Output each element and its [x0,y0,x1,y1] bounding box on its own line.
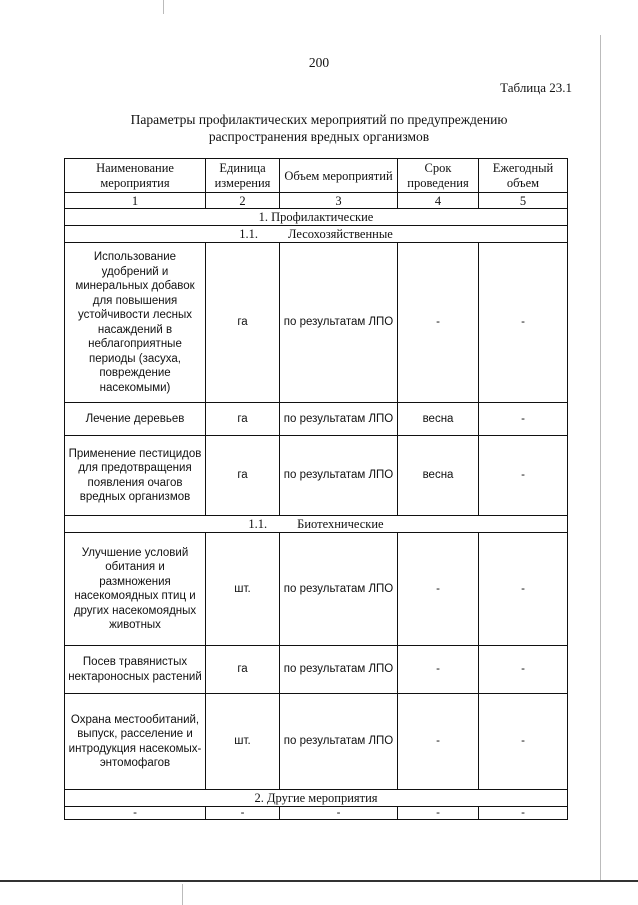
header-cell: Срок проведения [398,159,479,193]
subsection-row [65,226,568,243]
parameters-table [64,158,568,820]
cell-volume: по результатам ЛПО [280,646,398,694]
cell-volume: - [280,807,398,820]
subsection-row [65,516,568,533]
cell-unit: га [206,436,280,516]
subsection-number: 1.1. [239,226,258,241]
cell-unit: га [206,243,280,403]
column-number: 1 [65,193,206,209]
page-bottom-line [0,880,638,882]
header-cell: Объем мероприятий [280,159,398,193]
cell-unit: га [206,403,280,436]
cell-term: - [398,243,479,403]
cell-name: Охрана местообитаний, выпуск, расселение и интродукция насекомых-энтомофагов [65,694,206,790]
cell-annual: - [479,694,568,790]
header-cell: Наименование мероприятия [65,159,206,193]
table-row [65,403,568,436]
cell-term: - [398,807,479,820]
table-header-row [65,159,568,193]
cell-term: - [398,646,479,694]
cell-annual: - [479,243,568,403]
cell-annual: - [479,646,568,694]
scan-artifact-bottom [182,884,183,905]
section-title: 1. Профилактические [65,209,568,226]
subsection-name: Биотехнические [297,516,384,531]
cell-term: весна [398,403,479,436]
cell-volume: по результатам ЛПО [280,436,398,516]
cell-term: - [398,694,479,790]
scan-artifact-top [163,0,164,14]
table-label: Таблица 23.1 [500,80,572,95]
cell-name: - [65,807,206,820]
cell-term: весна [398,436,479,516]
subsection-number: 1.1. [248,516,268,531]
table-row [65,646,568,694]
column-number: 4 [398,193,479,209]
section-row [65,209,568,226]
table-row [65,436,568,516]
column-number: 2 [206,193,280,209]
title-line-1: Параметры профилактических мероприятий по предупреждению [130,112,508,127]
column-number-row [65,193,568,209]
cell-annual: - [479,403,568,436]
header-cell: Ежегодный объем [479,159,568,193]
table-row [65,807,568,820]
document-title [0,111,638,145]
cell-name: Лечение деревьев [65,403,206,436]
table-row [65,694,568,790]
cell-term: - [398,533,479,646]
cell-volume: по результатам ЛПО [280,533,398,646]
cell-name: Применение пестицидов для предотвращения появления очагов вредных организмов [65,436,206,516]
cell-name: Использование удобрений и минеральных добавок для повышения устойчивости лесных насаждений в неблагоприятные периоды (засуха, повреждение насекомыми) [65,243,206,403]
cell-name: Улучшение условий обитания и размножения насекомоядных птиц и других насекомоядных животных [65,533,206,646]
column-number: 3 [280,193,398,209]
subsection-title [65,516,568,533]
cell-unit: га [206,646,280,694]
page-edge-line [600,35,601,880]
section-title: 2. Другие мероприятия [65,790,568,807]
section-row [65,790,568,807]
table-row [65,243,568,403]
table-row [65,533,568,646]
title-line-2: распространения вредных организмов [208,129,430,144]
cell-volume: по результатам ЛПО [280,243,398,403]
cell-annual: - [479,807,568,820]
cell-volume: по результатам ЛПО [280,694,398,790]
header-cell: Единица измерения [206,159,280,193]
subsection-title [65,226,568,243]
cell-unit: шт. [206,533,280,646]
column-number: 5 [479,193,568,209]
cell-unit: - [206,807,280,820]
cell-volume: по результатам ЛПО [280,403,398,436]
cell-annual: - [479,436,568,516]
subsection-name: Лесохозяйственные [287,226,393,241]
cell-name: Посев травянистых нектароносных растений [65,646,206,694]
cell-annual: - [479,533,568,646]
page-number: 200 [308,55,330,70]
cell-unit: шт. [206,694,280,790]
